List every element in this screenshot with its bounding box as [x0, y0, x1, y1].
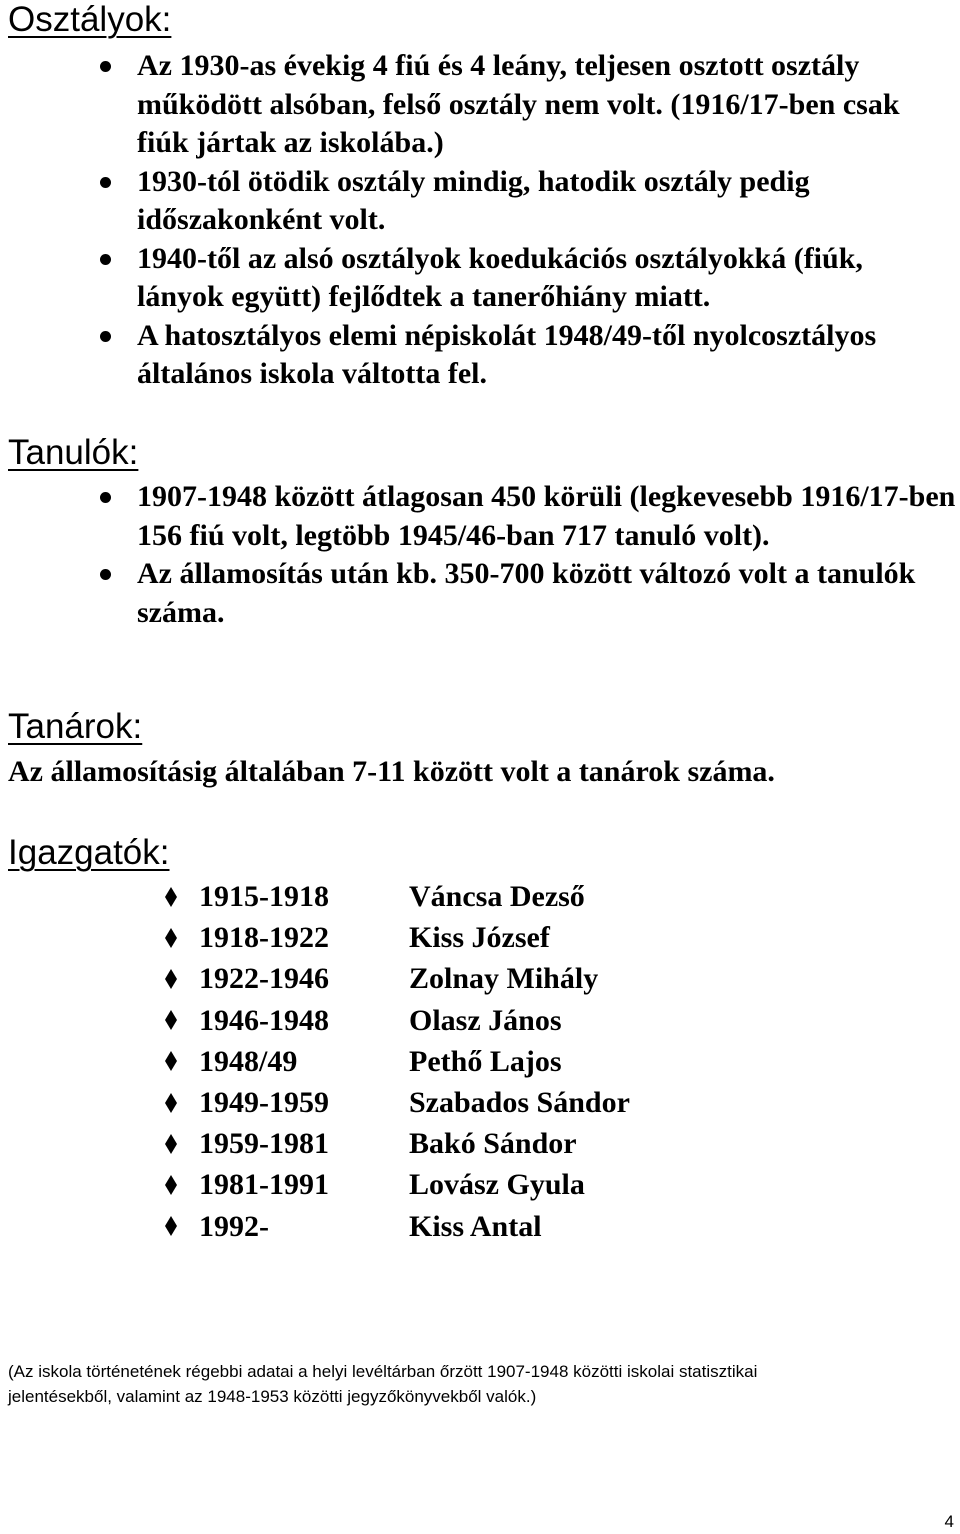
diamond-bullet-icon — [155, 920, 187, 956]
heading-osztalyok: Osztályok: — [8, 0, 172, 39]
heading-tanulok: Tanulók: — [8, 433, 139, 472]
diamond-bullet-icon — [155, 961, 187, 997]
director-name: Kiss Antal — [409, 1209, 542, 1243]
director-years: 1981-1991 — [199, 1168, 329, 1202]
footnote — [8, 1359, 958, 1409]
diamond-bullet-icon — [155, 1085, 187, 1121]
diamond-bullet-icon — [155, 1043, 187, 1079]
director-years: 1946-1948 — [199, 1003, 329, 1037]
list-item: Az 1930-as évekig 4 fiú és 4 leány, teljesen osztott osztály működött alsóban, felső osztály nem volt. (1916/17-ben csak fiúk jártak az iskolába.) — [96, 47, 956, 163]
director-row — [155, 1082, 715, 1123]
footnote-line-2: jelentésekből, valamint az 1948-1953 közötti jegyzőkönyvekből valók.) — [8, 1387, 537, 1406]
director-row — [155, 1123, 715, 1164]
diamond-bullet-icon — [155, 1208, 187, 1244]
tanulok-list — [96, 478, 956, 632]
director-name: Lovász Gyula — [409, 1168, 585, 1202]
director-name: Zolnay Mihály — [409, 962, 599, 996]
directors-list — [155, 876, 715, 1247]
director-years: 1915-1918 — [199, 880, 329, 913]
diamond-bullet-icon — [155, 879, 187, 915]
heading-tanarok: Tanárok: — [8, 707, 143, 746]
director-row — [155, 1000, 715, 1041]
heading-igazgatok: Igazgatók: — [8, 833, 170, 872]
director-name: Kiss József — [409, 921, 550, 955]
director-name: Pethő Lajos — [409, 1044, 562, 1078]
page-number: 4 — [944, 1512, 954, 1531]
director-row — [155, 1206, 715, 1247]
diamond-bullet-icon — [155, 1126, 187, 1162]
director-name: Váncsa Dezső — [409, 880, 585, 913]
director-row — [155, 1164, 715, 1205]
director-name: Szabados Sándor — [409, 1085, 630, 1119]
list-item: A hatosztályos elemi népiskolát 1948/49-től nyolcosztályos általános iskola váltotta fel. — [96, 317, 956, 394]
list-item: 1940-től az alsó osztályok koedukációs osztályokká (fiúk, lányok együtt) fejlődtek a tanerőhiány miatt. — [96, 240, 956, 317]
director-row — [155, 1041, 715, 1082]
director-row — [155, 917, 715, 958]
list-item: Az államosítás után kb. 350-700 között változó volt a tanulók száma. — [96, 555, 956, 632]
list-item: 1907-1948 között átlagosan 450 körüli (legkevesebb 1916/17-ben 156 fiú volt, legtöbb 1945/46-ban 717 tanuló volt). — [96, 478, 956, 555]
director-row — [155, 876, 715, 917]
director-years: 1918-1922 — [199, 921, 329, 955]
osztalyok-list — [96, 47, 956, 394]
director-years: 1948/49 — [199, 1044, 298, 1078]
diamond-bullet-icon — [155, 1167, 187, 1203]
tanarok-text: Az államosításig általában 7-11 között volt a tanárok száma. — [8, 755, 775, 788]
director-row — [155, 958, 715, 999]
diamond-bullet-icon — [155, 1002, 187, 1038]
director-name: Bakó Sándor — [409, 1127, 577, 1161]
director-years: 1922-1946 — [199, 962, 329, 996]
director-name: Olasz János — [409, 1003, 562, 1037]
director-years: 1949-1959 — [199, 1085, 329, 1119]
director-years: 1959-1981 — [199, 1127, 329, 1161]
footnote-line-1: (Az iskola történetének régebbi adatai a helyi levéltárban őrzött 1907-1948 közötti iskolai statisztikai — [8, 1362, 758, 1381]
director-years: 1992- — [199, 1209, 269, 1243]
list-item: 1930-tól ötödik osztály mindig, hatodik osztály pedig időszakonként volt. — [96, 163, 956, 240]
